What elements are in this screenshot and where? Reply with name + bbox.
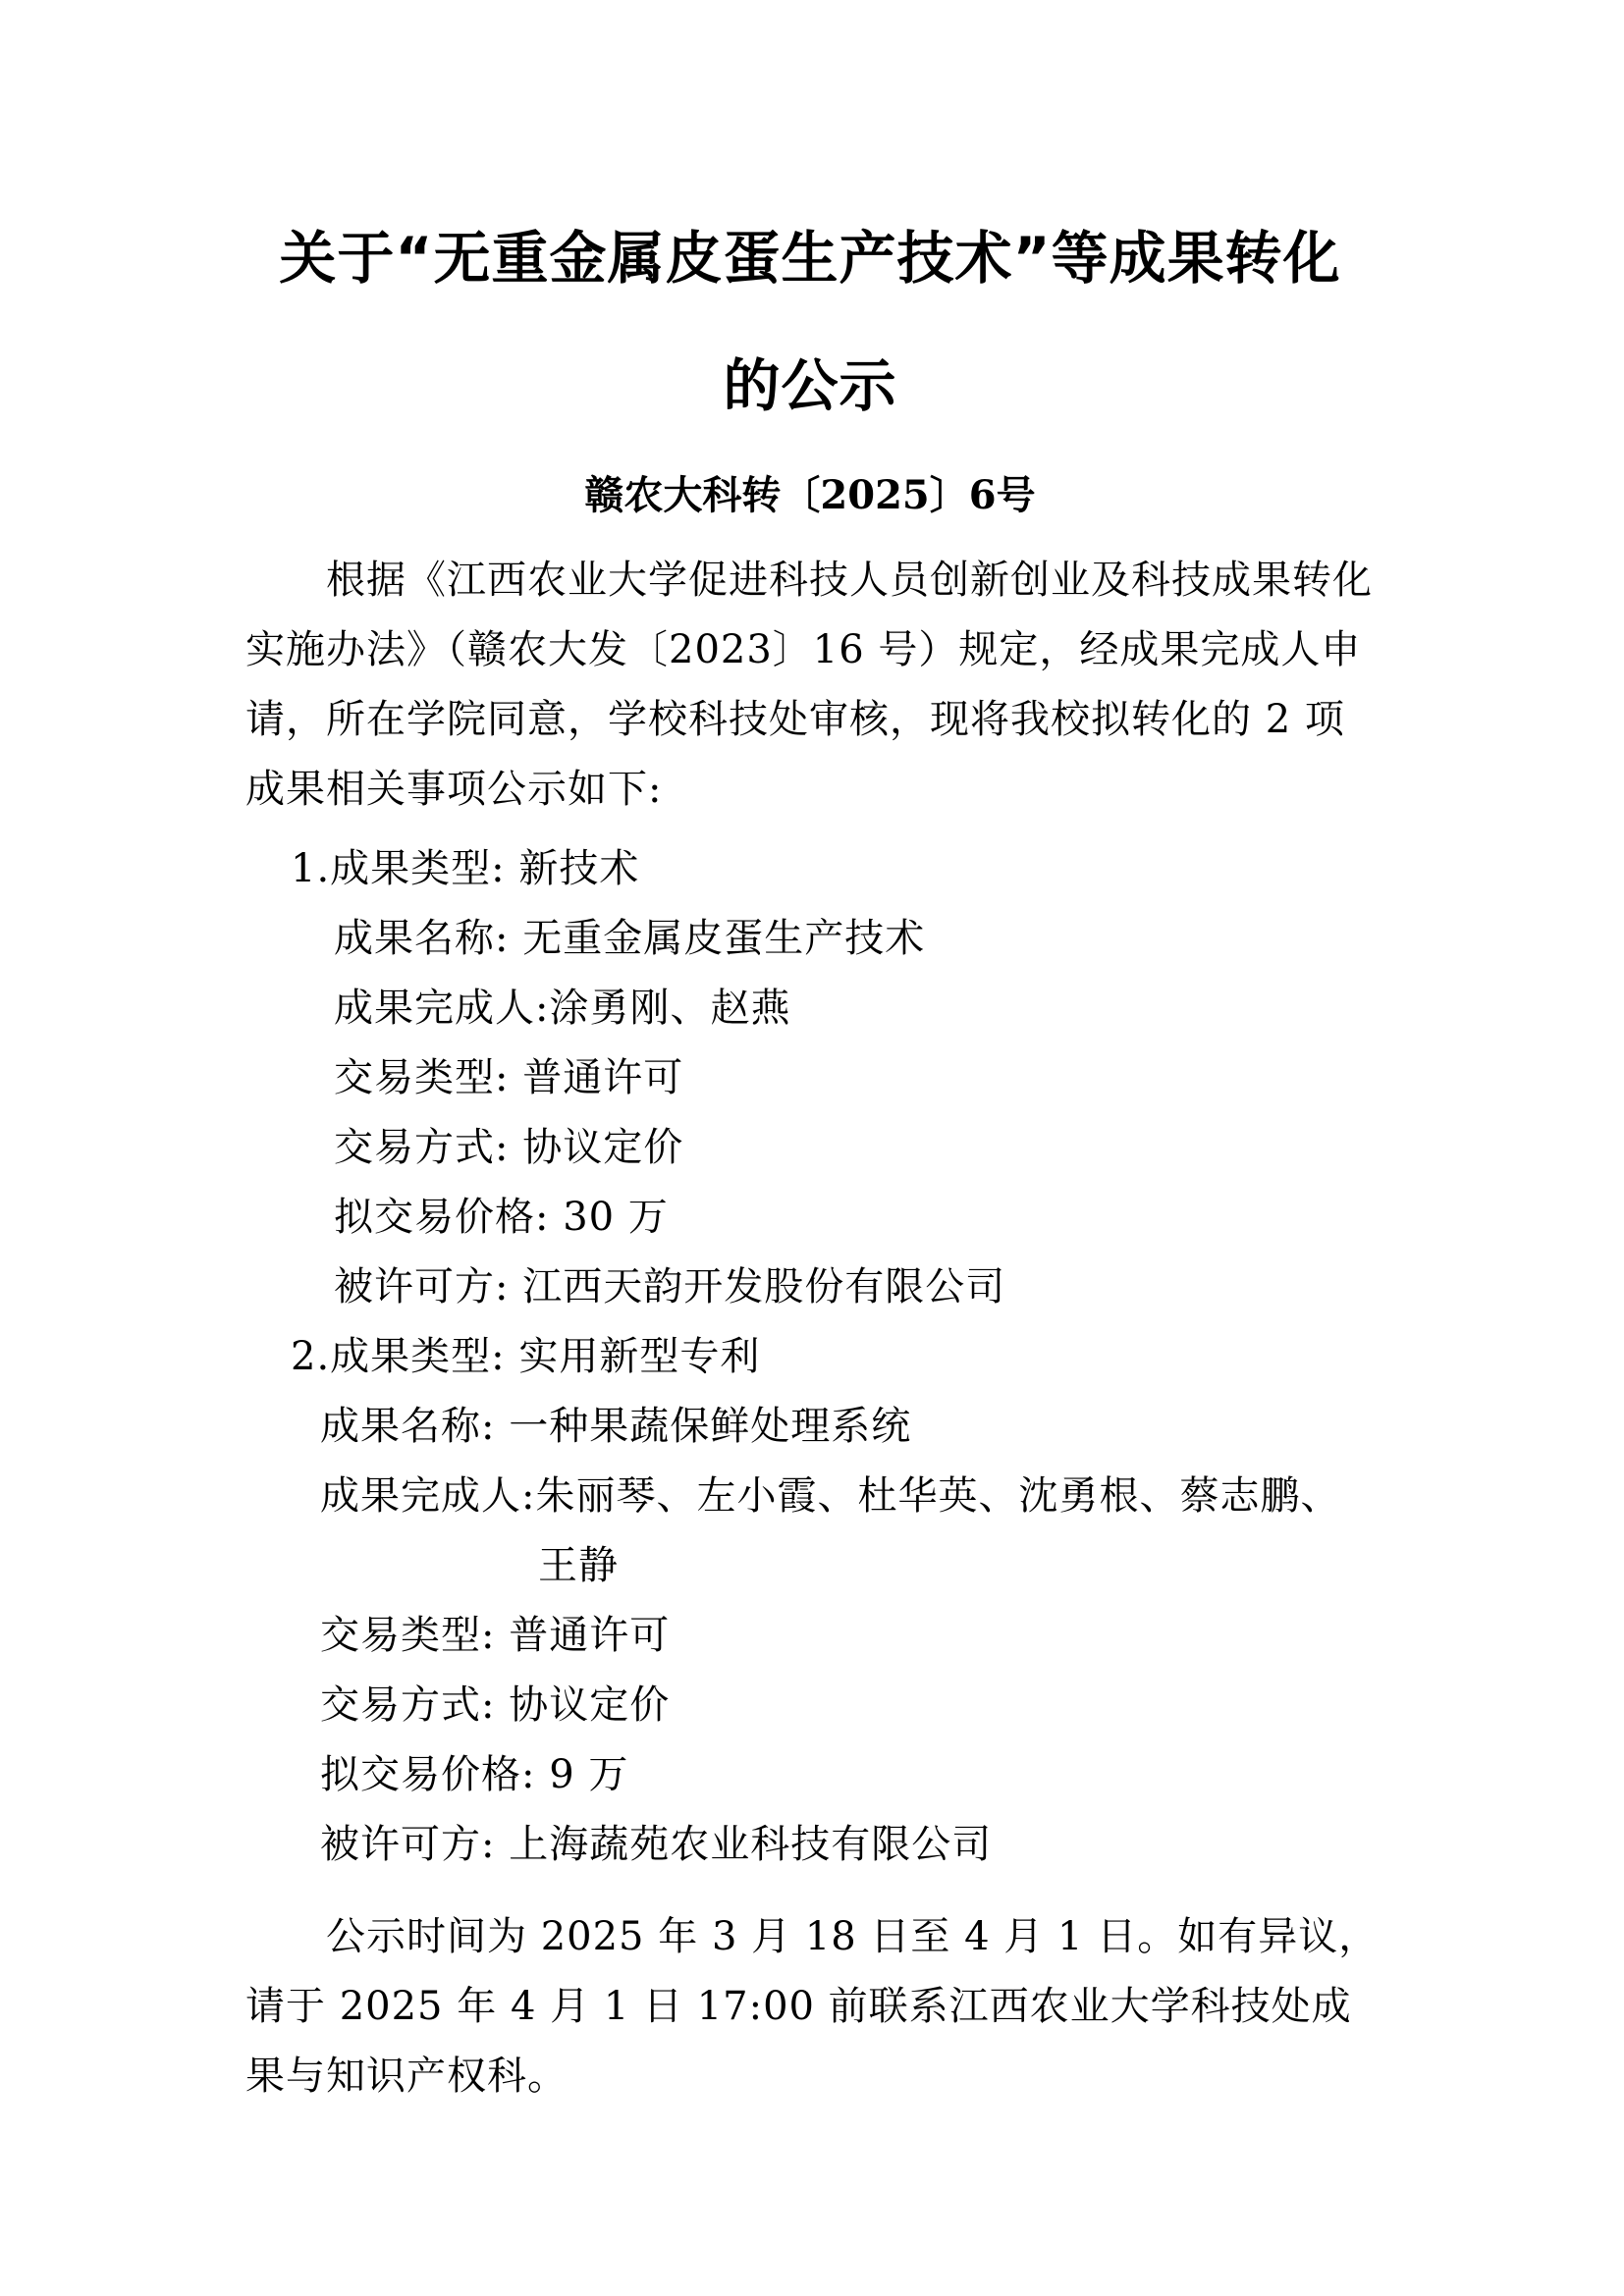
item-1-trade-type: 交易类型: 普通许可: [334, 1055, 684, 1100]
item-1-licensee: 被许可方: 江西天韵开发股份有限公司: [334, 1264, 1006, 1309]
item-2-licensee: 被许可方: 上海蔬苑农业科技有限公司: [320, 1822, 993, 1867]
closing-paragraph: 公示时间为 2025 年 3 月 18 日至 4 月 1 日。如有异议，请于 2025 年 4 月 1 日 17:00 前联系江西农业大学科技处成果与知识产权科。: [245, 1914, 1380, 2099]
item-1-completers: 成果完成人:涂勇刚、赵燕: [334, 986, 791, 1031]
document-title-line-2: 的公示: [723, 352, 897, 419]
item-2-trade-type: 交易类型: 普通许可: [320, 1613, 671, 1658]
item-2-type: 2.成果类型: 实用新型专利: [291, 1334, 761, 1379]
item-2-name: 成果名称: 一种果蔬保鲜处理系统: [320, 1404, 912, 1449]
item-1-trade-method: 交易方式: 协议定价: [334, 1125, 684, 1170]
intro-paragraph: 根据《江西农业大学促进科技人员创新创业及科技成果转化实施办法》（赣农大发〔2023〕16 号）规定，经成果完成人申请，所在学院同意，学校科技处审核，现将我校拟转化的 2 项成果相关事项公示如下:: [245, 558, 1373, 812]
item-1-price: 拟交易价格: 30 万: [334, 1195, 669, 1240]
document-number: 赣农大科转〔2025〕6号: [584, 472, 1036, 518]
item-2-completers-continued: 王静: [538, 1543, 619, 1588]
item-2-trade-method: 交易方式: 协议定价: [320, 1682, 671, 1728]
item-2-price: 拟交易价格: 9 万: [320, 1752, 629, 1797]
item-2-completers: 成果完成人:朱丽琴、左小霞、杜华英、沈勇根、蔡志鹏、: [320, 1473, 1341, 1519]
item-1-name: 成果名称: 无重金属皮蛋生产技术: [334, 916, 926, 961]
item-1-type: 1.成果类型: 新技术: [291, 846, 640, 891]
document-title-line-1: 关于“无重金属皮蛋生产技术”等成果转化: [279, 225, 1341, 292]
